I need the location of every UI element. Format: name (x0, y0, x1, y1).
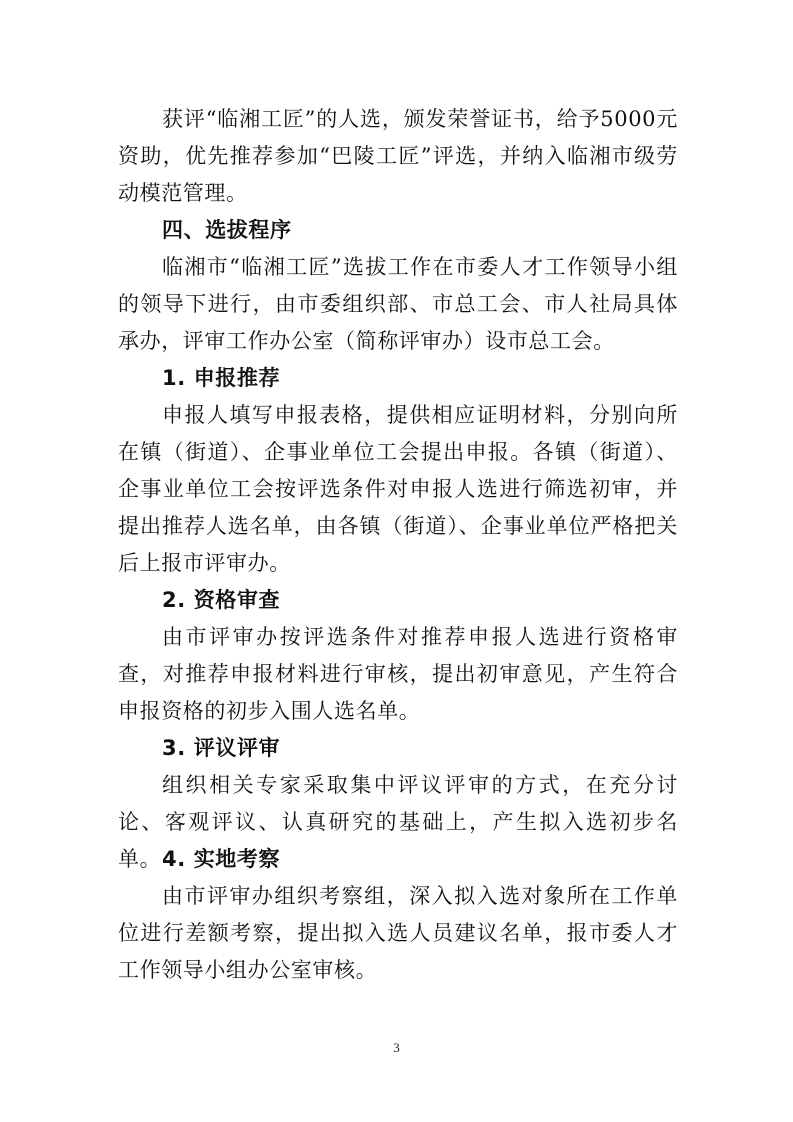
paragraph-evaluation: 组织相关专家采取集中评议评审的方式，在充分讨论、客观评议、认真研究的基础上，产生拟入选初步名单。 (118, 773, 678, 871)
section-heading-selection-procedure: 四、选拔程序 (162, 218, 292, 242)
step-heading-qualification: 2. 资格审查 (162, 588, 281, 612)
step-heading-inspection: 4. 实地考察 (162, 847, 281, 871)
page-number: 3 (393, 1040, 400, 1055)
paragraph-qualification: 由市评审办按评选条件对推荐申报人选进行资格审查，对推荐申报材料进行审核，提出初审意见，产生符合申报资格的初步入围人选名单。 (118, 625, 678, 723)
paragraph-inspection: 由市评审办组织考察组，深入拟入选对象所在工作单位进行差额考察，提出拟入选人员建议名单，报市委人才工作领导小组办公室审核。 (118, 884, 678, 982)
paragraph-organization: 临湘市“临湘工匠”选拔工作在市委人才工作领导小组的领导下进行，由市委组织部、市总工会、市人社局具体承办，评审工作办公室（简称评审办）设市总工会。 (118, 255, 678, 353)
step-heading-evaluation: 3. 评议评审 (162, 736, 281, 760)
paragraph-application: 申报人填写申报表格，提供相应证明材料，分别向所在镇（街道）、企事业单位工会提出申报。各镇（街道）、企事业单位工会按评选条件对申报人选进行筛选初审，并提出推荐人选名单，由各镇（街道）、企事业单位严格把关后上报市评审办。 (118, 403, 678, 575)
paragraph-award: 获评“临湘工匠”的人选，颁发荣誉证书，给予5000元资助，优先推荐参加“巴陵工匠”评选，并纳入临湘市级劳动模范管理。 (118, 107, 678, 205)
step-heading-application: 1. 申报推荐 (162, 366, 281, 390)
